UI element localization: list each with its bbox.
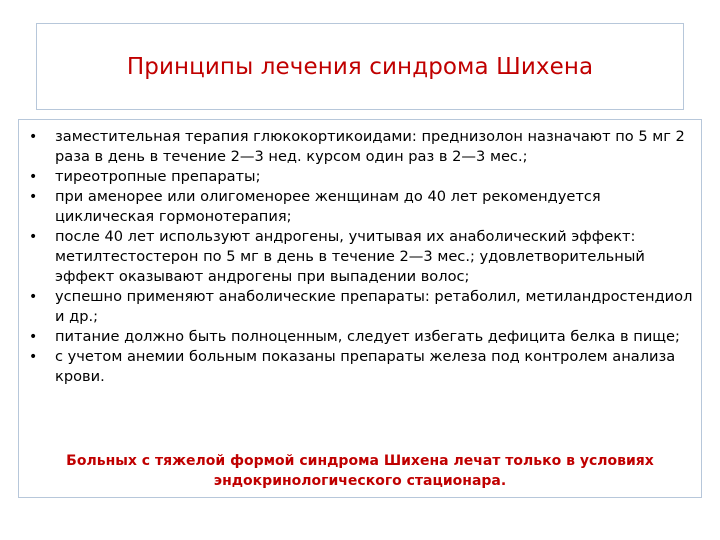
list-item [19,347,703,387]
title-box [36,23,684,110]
list-item [19,327,703,347]
bullet-icon: • [29,189,38,205]
list-item-text: при аменорее или олигоменорее женщинам до 40 лет рекомендуется циклическая гормонотерапия; [55,188,601,225]
list-item [19,127,703,167]
bullet-list [19,127,703,387]
list-item-text: успешно применяют анаболические препараты: ретаболил, метиландростендиол и др.; [55,288,693,325]
list-item [19,187,703,227]
list-item-text: с учетом анемии больным показаны препараты железа под контролем анализа крови. [55,348,676,385]
list-item-text: после 40 лет используют андрогены, учитывая их анаболический эффект: метилтестостерон по 5 мг в день в течение 2—3 мес.; удовлетворительный эффект оказывают андрогены при выпадении волос; [55,228,645,285]
bullet-icon: • [29,229,38,245]
list-item [19,227,703,287]
bullet-icon: • [29,169,38,185]
bullet-icon: • [29,329,38,345]
list-item [19,167,703,187]
conclusion-note: Больных с тяжелой формой синдрома Шихена лечат только в условиях эндокринологического стационара. [66,453,654,489]
content-box [18,119,702,498]
list-item-text: заместительная терапия глюкокортикоидами: преднизолон назначают по 5 мг 2 раза в день в течение 2—3 нед. курсом один раз в 2—3 мес.; [55,128,685,165]
list-item-text: тиреотропные препараты; [55,168,261,185]
list-item [19,287,703,327]
slide-title: Принципы лечения синдрома Шихена [126,53,594,80]
list-item-text: питание должно быть полноценным, следует избегать дефицита белка в пище; [55,328,680,345]
bullet-icon: • [29,129,38,145]
bullet-icon: • [29,349,38,365]
bullet-icon: • [29,289,38,305]
